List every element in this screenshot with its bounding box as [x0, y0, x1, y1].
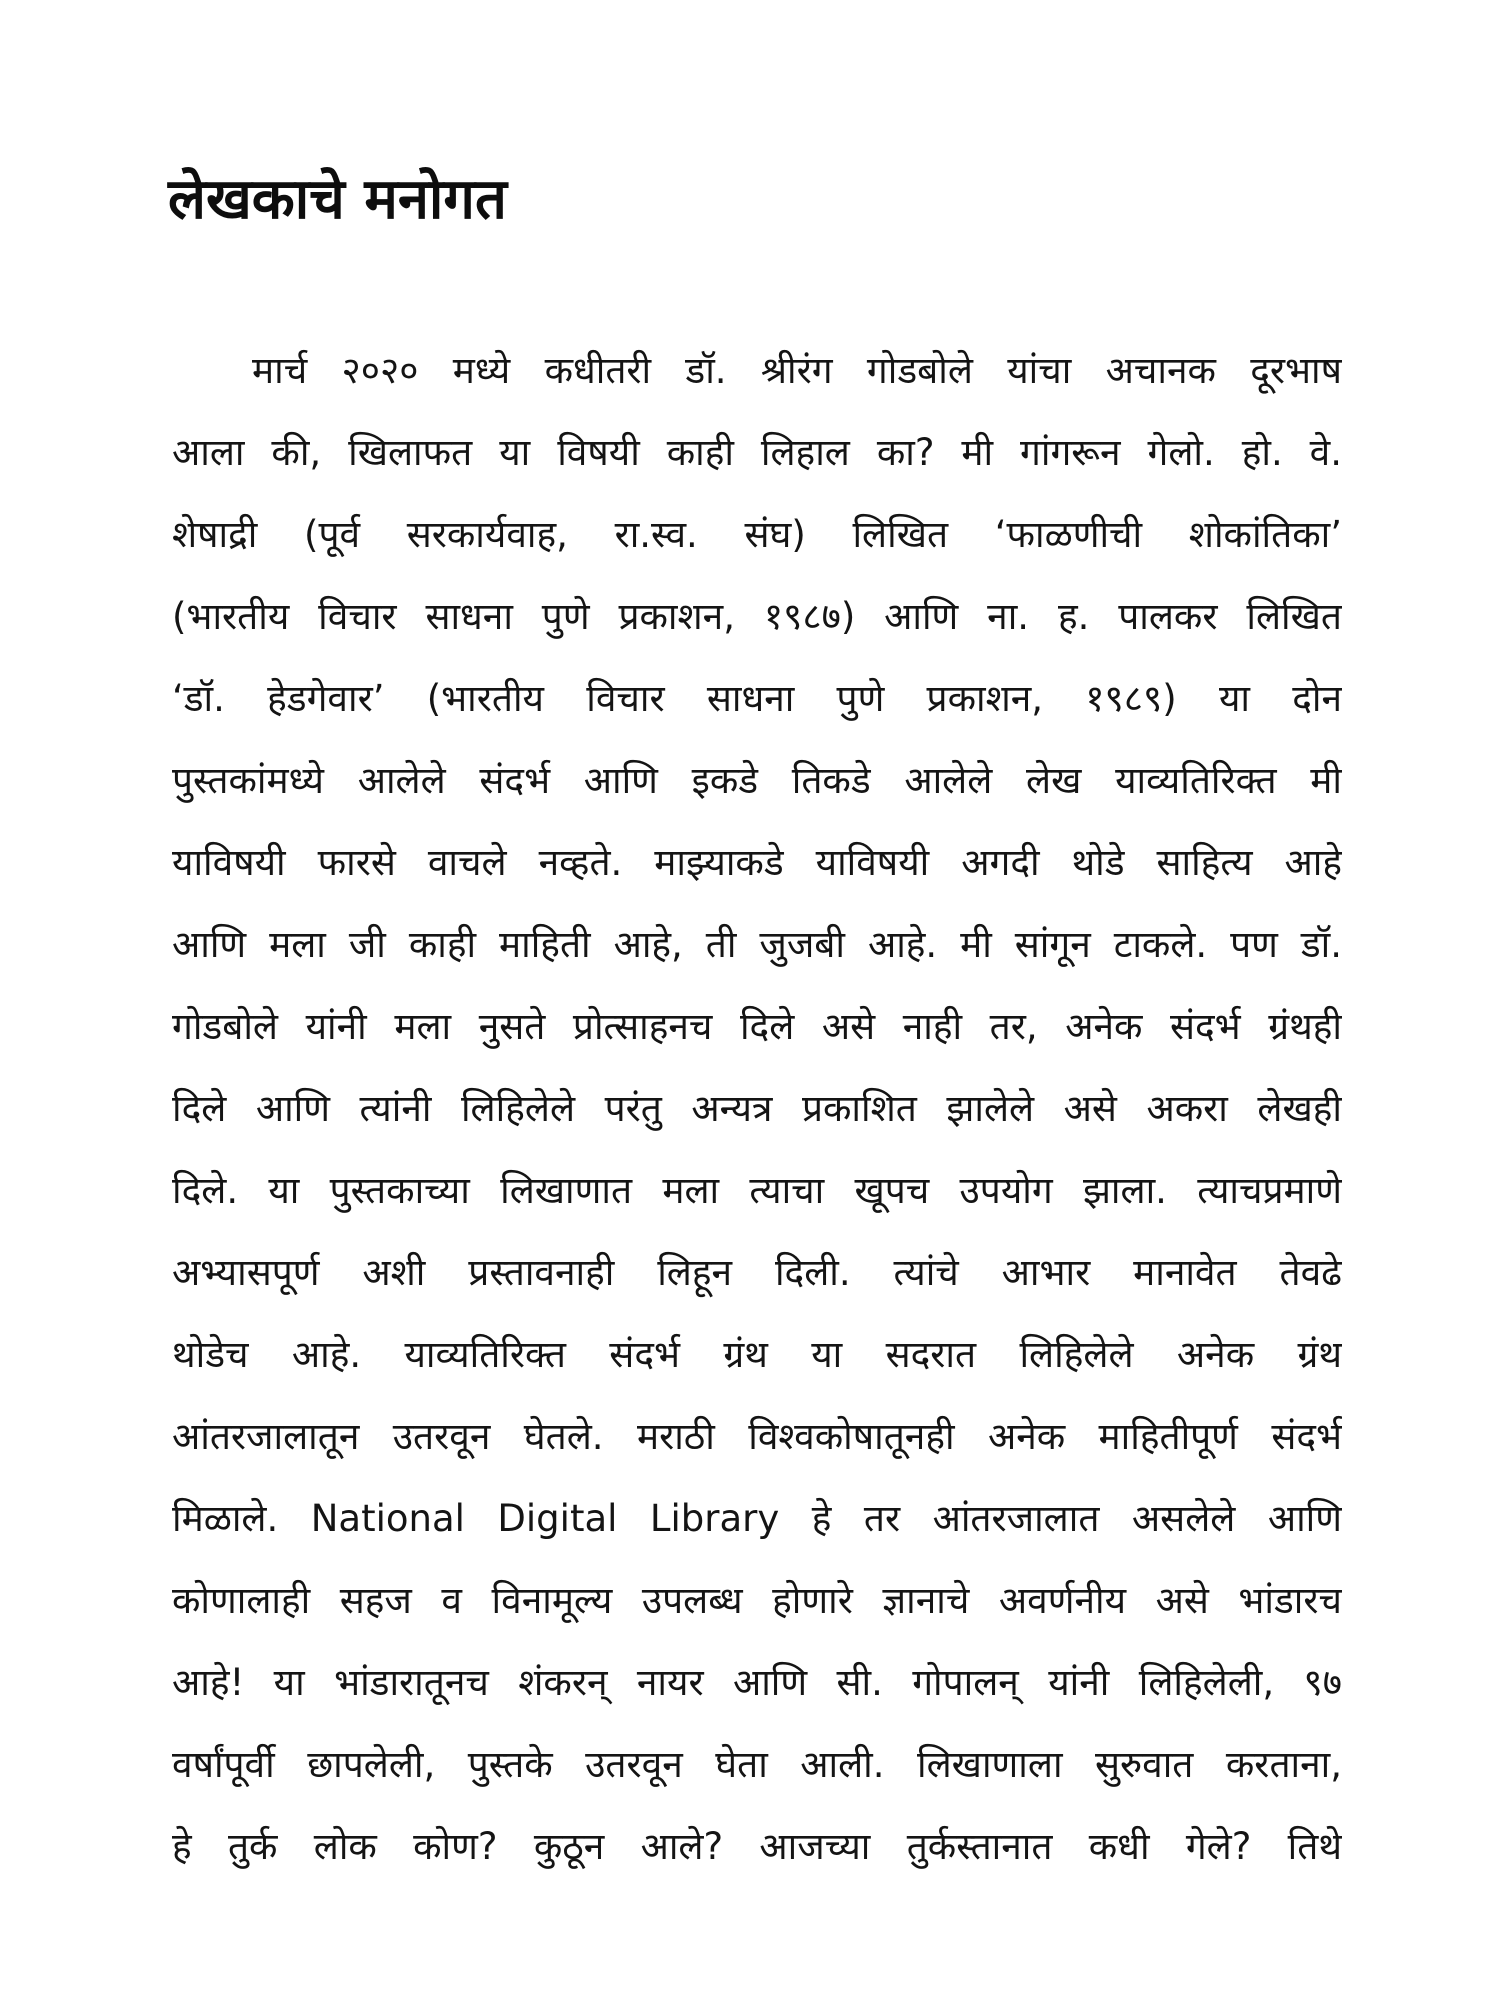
text-line: शेषाद्री (पूर्व सरकार्यवाह, रा.स्व. संघ) लिखित ‘फाळणीची शोकांतिका’	[172, 513, 1342, 556]
text-line: मार्च २०२० मध्ये कधीतरी डॉ. श्रीरंग गोडबोले यांचा अचानक दूरभाष	[252, 349, 1342, 392]
text-line: आणि मला जी काही माहिती आहे, ती जुजबी आहे. मी सांगून टाकले. पण डॉ.	[172, 923, 1342, 966]
text-line: पुस्तकांमध्ये आलेले संदर्भ आणि इकडे तिकडे आलेले लेख याव्यतिरिक्त मी	[172, 759, 1342, 802]
text-line: कोणालाही सहज व विनामूल्य उपलब्ध होणारे ज्ञानाचे अवर्णनीय असे भांडारच	[172, 1579, 1342, 1622]
text-line: आला की, खिलाफत या विषयी काही लिहाल का? मी गांगरून गेलो. हो. वे.	[172, 431, 1342, 474]
text-line: गोडबोले यांनी मला नुसते प्रोत्साहनच दिले असे नाही तर, अनेक संदर्भ ग्रंथही	[172, 1005, 1342, 1048]
text-line: ‘डॉ. हेडगेवार’ (भारतीय विचार साधना पुणे प्रकाशन, १९८९) या दोन	[172, 677, 1342, 720]
text-line: दिले आणि त्यांनी लिहिलेले परंतु अन्यत्र प्रकाशित झालेले असे अकरा लेखही	[172, 1087, 1342, 1130]
text-line: वर्षांपूर्वी छापलेली, पुस्तके उतरवून घेता आली. लिखाणाला सुरुवात करताना,	[172, 1743, 1342, 1786]
text-line: हे तुर्क लोक कोण? कुठून आले? आजच्या तुर्कस्तानात कधी गेले? तिथे	[172, 1825, 1342, 1868]
text-line: मिळाले. National Digital Library हे तर आंतरजालात असलेले आणि	[172, 1497, 1342, 1540]
text-line: आंतरजालातून उतरवून घेतले. मराठी विश्वकोषातूनही अनेक माहितीपूर्ण संदर्भ	[172, 1415, 1342, 1458]
page-title: लेखकाचे मनोगत	[168, 167, 507, 232]
text-line: थोडेच आहे. याव्यतिरिक्त संदर्भ ग्रंथ या सदरात लिहिलेले अनेक ग्रंथ	[172, 1333, 1342, 1376]
text-line: अभ्यासपूर्ण अशी प्रस्तावनाही लिहून दिली. त्यांचे आभार मानावेत तेवढे	[172, 1251, 1342, 1294]
text-line: (भारतीय विचार साधना पुणे प्रकाशन, १९८७) आणि ना. ह. पालकर लिखित	[172, 595, 1342, 638]
text-line: याविषयी फारसे वाचले नव्हते. माझ्याकडे याविषयी अगदी थोडे साहित्य आहे	[172, 841, 1342, 884]
body-paragraph	[172, 330, 1342, 1888]
text-line: आहे! या भांडारातूनच शंकरन् नायर आणि सी. गोपालन् यांनी लिहिलेली, ९७	[172, 1661, 1342, 1704]
text-line: दिले. या पुस्तकाच्या लिखाणात मला त्याचा खूपच उपयोग झाला. त्याचप्रमाणे	[172, 1169, 1342, 1212]
